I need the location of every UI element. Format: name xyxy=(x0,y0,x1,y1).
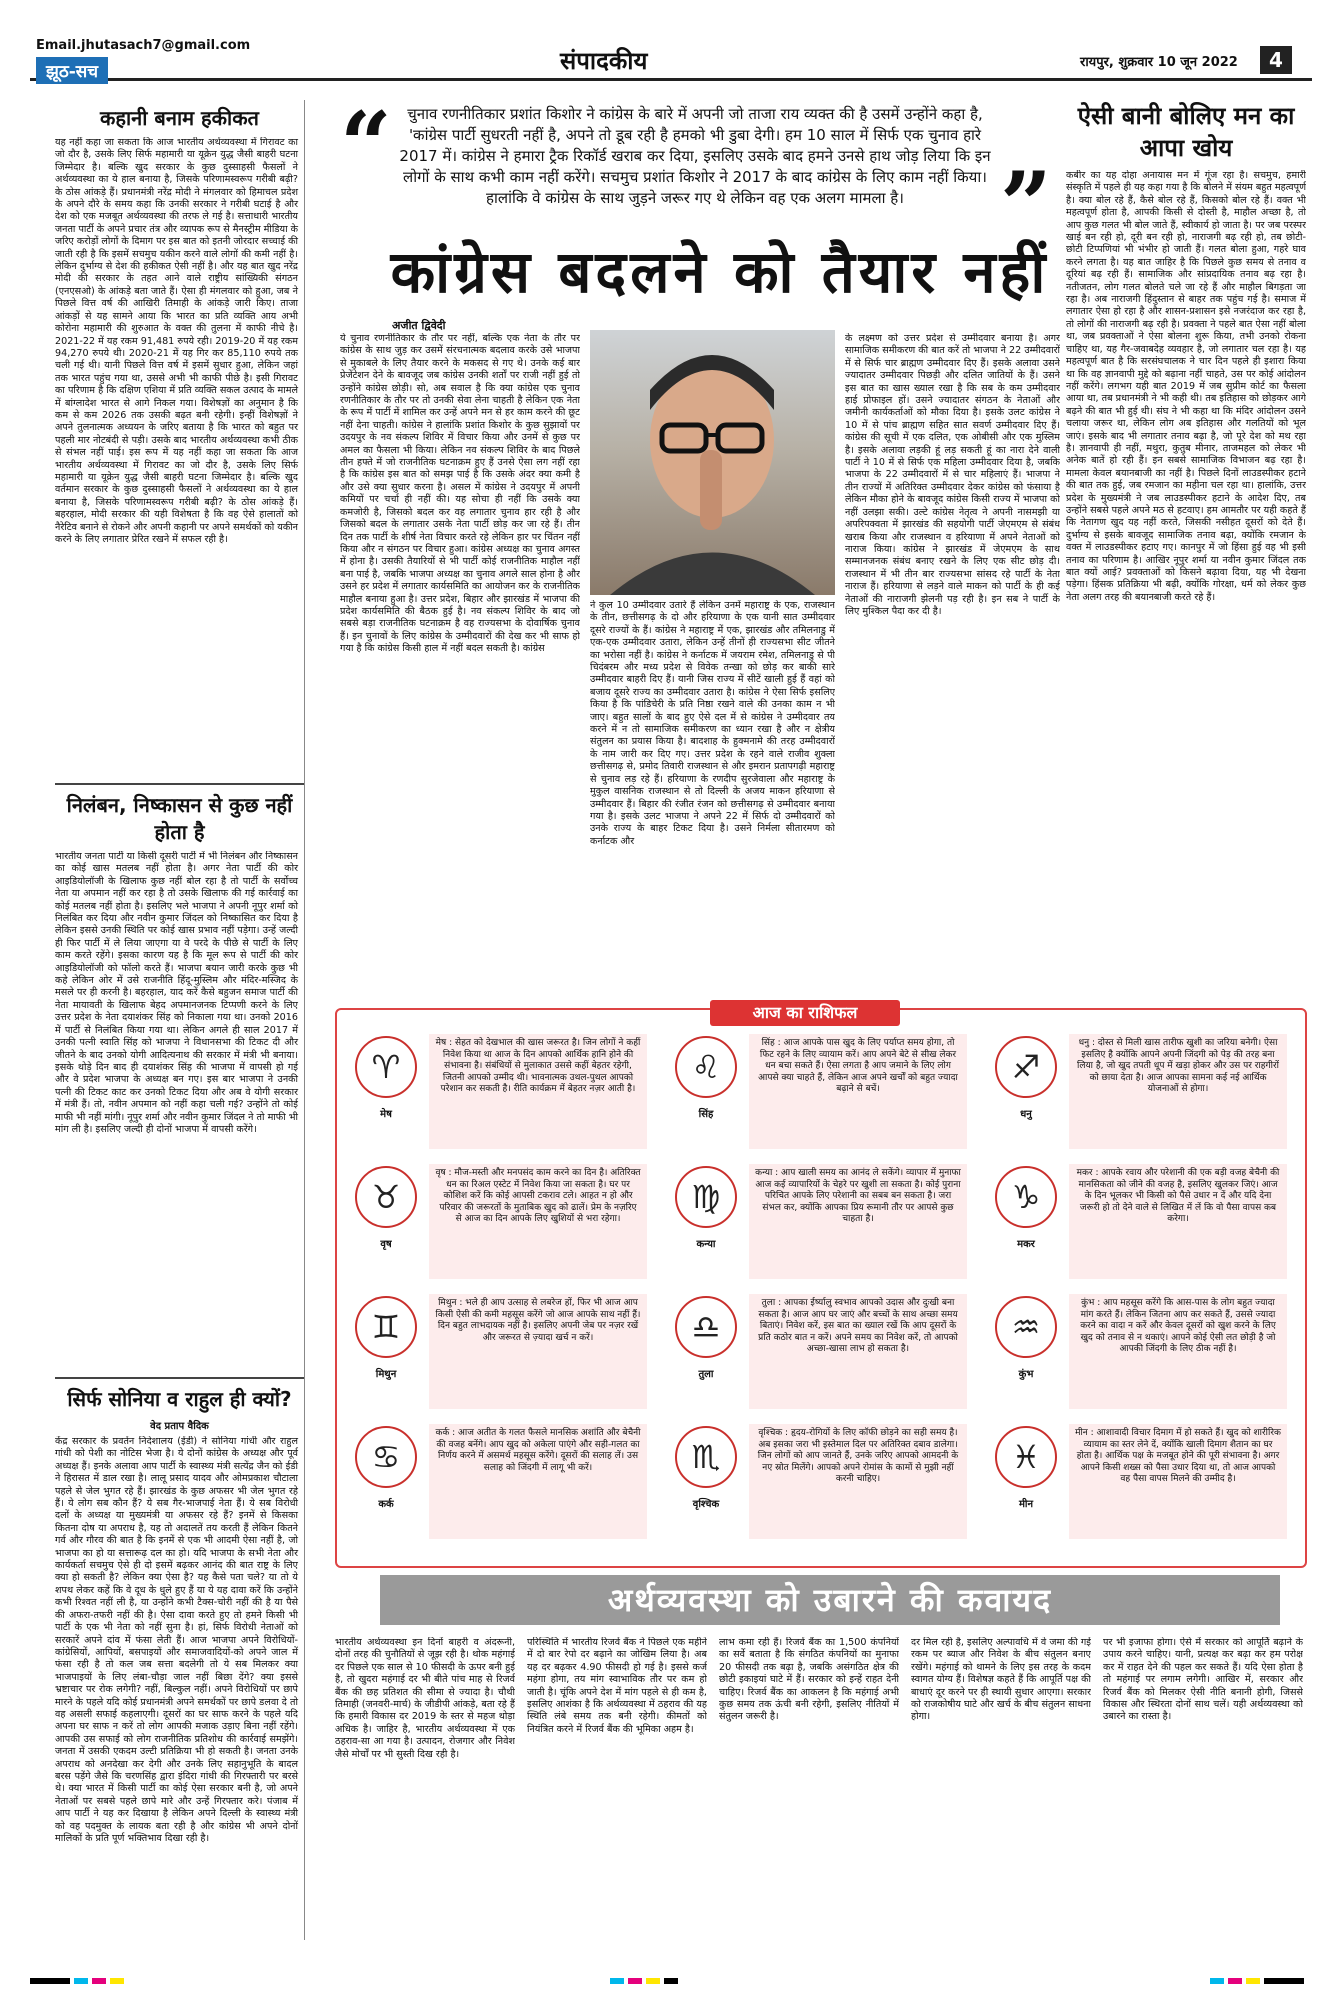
horoscope-sign xyxy=(987,1028,1297,1153)
horoscope-sign xyxy=(667,1288,977,1413)
sign-name: वृश्चिक xyxy=(692,1499,720,1510)
horoscope-sign xyxy=(347,1158,657,1283)
sign-text: मेष : सेहत को देखभाल की खास जरूरत है। जिन लोगों ने कहीं निवेश किया था आज के दिन आपको आर्थिक हानि होने की संभावना है। संबंधियों से मुलाकात उससे कहीं बेहतर रहेगी, जितनी आपको उम्मीद थी। भावनात्मक उथल-पुथल आपको परेशान कर सकती है। रीति कार्यक्रम में बेहतर नज़र आती है। xyxy=(429,1034,647,1149)
sign-text: कर्क : आज अतीत के गलत फैसले मानसिक अशांति और बेचैनी की वजह बनेंगे। आप खुद को अकेला पाएंगे और सही-गलत का निर्णय करने में असमर्थ महसूस करेंगे। दूसरों की सलाह लें। उस सलाह को जिंदगी में लागू भी करें। xyxy=(429,1424,647,1539)
horoscope-sign xyxy=(667,1028,977,1153)
horoscope-sign xyxy=(987,1288,1297,1413)
sign-name: धनु xyxy=(1020,1109,1032,1120)
dateline: रायपुर, शुक्रवार 10 जून 2022 xyxy=(1080,55,1238,70)
divider xyxy=(55,1377,304,1379)
sign-name: मीन xyxy=(1018,1499,1034,1510)
email-address: Email.jhutasach7@gmail.com xyxy=(36,38,251,53)
open-quote-icon: “ xyxy=(340,92,392,198)
horoscope-sign xyxy=(347,1418,657,1543)
gemini-icon: ♊ xyxy=(355,1296,417,1358)
sign-text: कुंभ : आप महसूस करेंगे कि आस-पास के लोग बहुत ज्यादा मांग करते हैं। लेकिन जितना आप कर सकते हैं, उससे ज्यादा करने का वादा न करें और केवल दूसरों को खुश करने के लिए खुद को तनाव से न थकाएं। आपने कोई ऐसी लत छोड़ी है जो आपकी जिंदगी के लिए ठीक नहीं है। xyxy=(1069,1294,1287,1409)
leo-icon: ♌ xyxy=(675,1036,737,1098)
section-title: संपादकीय xyxy=(560,47,648,75)
sign-text: वृष : मौज-मस्ती और मनपसंद काम करने का दिन है। अतिरिक्त धन का रिअल एस्टेट में निवेश किया जा सकता है। घर पर कोशिश करें कि कोई आपसी टकराव टले। आहत न हो और परिवार की जरूरतों के मुताबिक खुद को ढालें। प्रेम के नज़रिए से आज का दिन आपके लिए खुशियों से भरा रहेगा। xyxy=(429,1164,647,1279)
sign-text: धनु : दोस्त से मिली खास तारीफ खुशी का जरिया बनेगी। ऐसा इसलिए है क्योंकि आपने अपनी जिंदगी को पेड़ की तरह बना लिया है, जो खुद तपती धूप में खड़ा होकर और उस पर राहगीरों को छाया देता है। आज आपका सामना कई नई आर्थिक योजनाओं से होगा। xyxy=(1069,1034,1287,1149)
lead-column-2: ने कुल 10 उम्मीदवार उतारे हैं लेकिन उनमें महाराष्ट्र के एक, राजस्थान के तीन, छत्तीसगढ़ के दो और हरियाणा के एक यानी सात उम्मीदवार दूसरे राज्यों के हैं। कांग्रेस ने महाराष्ट्र में एक, झारखंड और तमिलनाडु में एक-एक उम्मीदवार उतारा, लेकिन उन्हें तीनों ही राज्यसभा सीट जीतने का भरोसा नहीं है। कांग्रेस ने कर्नाटक में जयराम रमेश, तमिलनाडु से पी चिदंबरम और मध्य प्रदेश से विवेक तन्खा को छोड़ कर बाकी सारे उम्मीदवार बाहरी दिए हैं। यानी जिस राज्य में सीटें खाली हुई हैं वहां को बजाय दूसरे राज्य का उम्मीदवार उतारा है। कांग्रेस ने ऐसा सिर्फ इसलिए किया है कि पांडिचेरी के प्रति निष्ठा रखने वाले की उनका काम न भी जाए। बहुत सालों के बाद हुए ऐसे दल में से कांग्रेस ने उम्मीदवार तय करने में न तो सामाजिक समीकरण का ध्यान रखा है और न क्षेत्रीय संतुलन का प्रयास किया है। बादशाह के हुक्मनामे की तरह उम्मीदवारों के नाम जारी कर दिए गए। उत्तर प्रदेश के रहने वाले राजीव शुक्ला छत्तीसगढ़ से, प्रमोद तिवारी राजस्थान से और इमरान प्रतापगढ़ी महाराष्ट्र से चुनाव लड़ रहे हैं। हरियाणा के रणदीप सुरजेवाला और महाराष्ट्र के मुकुल वासनिक राजस्थान से तो दिल्ली के अजय माकन हरियाणा से उम्मीदवार हैं। बिहार की रंजीत रंजन को छत्तीसगढ़ से उम्मीदवार बनाया गया है। इसके उलट भाजपा ने अपने 22 में सिर्फ दो उम्मीदवारों को उनके राज्य के बाहर टिकट दिया है। उसने निर्मला सीतारमण को कर्नाटक और xyxy=(590,600,835,847)
bottom-column-5: पर भी इजाफा होगा। ऐसे में सरकार को आपूर्ति बढ़ाने के उपाय करने चाहिए। यानी, प्रत्यक्ष कर बढ़ा कर हम परोक्ष कर में राहत देने की पहल कर सकते हैं। यदि ऐसा होता है तो महंगाई पर लगाम लगेगी। आखिर में, सरकार और रिजर्व बैंक को मिलकर ऐसी नीति बनानी होगी, जिससे विकास और स्थिरता दोनों साथ चलें। यही अर्थव्यवस्था को उबारने का रास्ता है। xyxy=(1103,1637,1303,1723)
close-quote-icon: ” xyxy=(1000,152,1052,258)
bottom-column-4: दर मिल रही है, इसलिए अल्पावधि में वे जमा की गई रकम पर ब्याज और निवेश के बीच संतुलन बनाए रखेंगे। महंगाई को थामने के लिए इस तरह के कदम स्वागत योग्य हैं। विशेषज्ञ कहते हैं कि आपूर्ति पक्ष की बाधाएं दूर करने पर ही स्थायी सुधार आएगा। सरकार को राजकोषीय घाटे और खर्च के बीच संतुलन साधना होगा। xyxy=(911,1637,1091,1723)
sign-text: वृश्चिक : हृदय-रोगियों के लिए कॉफी छोड़ने का सही समय है। अब इसका जरा भी इस्तेमाल दिल पर अतिरिक्त दबाव डालेगा। जिन लोगों को आप जानते हैं, उनके जरिए आपको आमदनी के नए स्रोत मिलेंगे। आपको अपने रोमांस के कामों से मुझी नहीं करनी चाहिए। xyxy=(749,1424,967,1539)
lead-headline: कांग्रेस बदलने को तैयार नहीं xyxy=(390,238,1050,306)
byline: अजीत द्विवेदी xyxy=(392,319,446,332)
article-body: यह नहीं कहा जा सकता कि आज भारतीय अर्थव्यवस्था में गिरावट का जो दौर है, उसके लिए सिर्फ महामारी या यूक्रेन युद्ध जैसी बाहरी घटना जिम्मेदार है। बल्कि खुद सरकार के कुछ दुस्साहसी फैसलों ने अर्थव्यवस्था का ये हाल बनाया है, जिसके परिणामस्वरूप गरीबी बढ़ी? के ठोस आंकड़े हैं। प्रधानमंत्री नरेंद्र मोदी ने मंगलवार को हिमाचल प्रदेश के अपने दौरे के समय कहा कि उनकी सरकार ने गरीबी घटाई है और देश को एक मजबूत अर्थव्यवस्था की तरफ ले गई है। सत्ताधारी भारतीय जनता पार्टी के अपने प्रचार तंत्र और व्यापक रूप से मैनस्ट्रीम मीडिया के जरिए करोड़ों लोगों के दिमाग पर इस बात को इतनी जोरदार सच्चाई की जाती रही है कि इसमें सचमुच यकीन करने वाले लोगों की कमी नहीं है। लेकिन दुर्भाग्य से देश की हकीकत ऐसी नहीं है। और यह बात खुद नरेंद्र मोदी की सरकार के तहत आने वाले राष्ट्रीय सांख्यिकी संगठन (एनएसओ) के आंकड़े बता जाते हैं। ऐसा ही मंगलवार को हुआ, जब ने पिछले वित्त वर्ष की आखिरी तिमाही के आंकड़े जारी किए। ताजा आंकड़ों से यह सामने आया कि भारत का प्रति व्यक्ति आय अभी कोरोना महामारी की शुरुआत के वक्त की तुलना में काफी नीचे है। 2021-22 में यह रकम 91,481 रुपये रही। 2019-20 में यह रकम 94,270 रुपये थी। 2020-21 में यह गिर कर 85,110 रुपये तक चली गई थी। यानी पिछले वित्त वर्ष में इसमें सुधार हुआ, लेकिन जहां तक भारत पहुंच गया था, उससे अभी भी काफी पीछे है। इसी गिरावट का परिणाम है कि दक्षिण एशिया में प्रति व्यक्ति सकल उत्पाद के मामले में बांग्लादेश भारत से आगे निकल गया। विशेषज्ञों का अनुमान है कि कम से कम 2026 तक उसकी बढ़त बनी रहेगी। इन्हीं विशेषज्ञों ने अपने तुलनात्मक अध्ययन के जरिए बताया है कि भारत को बहुत पर पहली मार नोटबंदी से पड़ी। उसके बाद भारतीय अर्थव्यवस्था कभी ठीक से संभल नहीं पाई। इस रूप में यह नहीं कहा जा सकता कि आज भारतीय अर्थव्यवस्था में गिरावट का जो दौर है, उसके लिए सिर्फ महामारी या यूक्रेन युद्ध जैसी बाहरी घटना जिम्मेदार है। बल्कि खुद वर्तमान सरकार के कुछ दुस्साहसी फैसलों ने अर्थव्यवस्था का ये हाल बनाया है, जिसके परिणामस्वरूप गरीबी बढ़ी? के ठोस आंकड़े हैं। बहरहाल, मोदी सरकार की यही विशेषता है कि वह ऐसे हालातों को नैरेटिव बनाने से रोकने और अपनी कहानी पर अपने समर्थकों को यकीन करने के लिए लगातार प्रेरित रखने में सफल रही है। xyxy=(55,137,299,545)
horoscope-title: आज का राशिफल xyxy=(710,1000,900,1026)
scorpio-icon: ♏ xyxy=(675,1426,737,1488)
capricorn-icon: ♑ xyxy=(995,1166,1057,1228)
bottom-headline: अर्थव्यवस्था को उबारने की कवायद xyxy=(380,1575,1280,1625)
aries-icon: ♈ xyxy=(355,1036,417,1098)
horoscope-sign xyxy=(347,1028,657,1153)
horoscope-sign xyxy=(347,1288,657,1413)
article-headline: सिर्फ सोनिया व राहुल ही क्यों? xyxy=(67,1387,292,1411)
bottom-column-1: भारतीय अर्थव्यवस्था इन दिनों बाहरी व अंदरूनी, दोनों तरह की चुनौतियों से जूझ रही है। थोक महंगाई दर पिछले एक साल से 10 फीसदी के ऊपर बनी हुई है, तो खुदरा महंगाई दर भी बीते पांच माह से रिजर्व बैंक की छह प्रतिशत की सीमा से ज्यादा है। चौथी तिमाही (जनवरी-मार्च) के जीडीपी आंकड़े, बता रहे हैं कि हमारी विकास दर 2019 के स्तर से महज थोड़ा अधिक है। जाहिर है, भारतीय अर्थव्यवस्था में एक ठहराव-सा आ गया है। उत्पादन, रोजगार और निवेश जैसे मोर्चों पर भी सुस्ती दिख रही है। xyxy=(335,1637,515,1760)
pisces-icon: ♓ xyxy=(995,1426,1057,1488)
sign-text: मीन : आशावादी विचार दिमाग में हो सकते हैं। खुद को शारीरिक व्यायाम का स्तर लेने दें, क्योंकि खाली दिमाग शैतान का घर होता है। आर्थिक पक्ष के मजबूत होने की पूरी संभावना है। अगर आपने किसी शख्स को पैसा उधार दिया था, तो आज आपको वह पैसा वापस मिलने की उम्मीद है। xyxy=(1069,1424,1287,1539)
horoscope-box xyxy=(335,1008,1307,1568)
bottom-column-3: लाभ कमा रही हैं। रिजर्व बैंक का 1,500 कंपनियों का सर्वे बताता है कि संगठित कंपनियों का मुनाफा 20 फीसदी तक बढ़ा है, जबकि असंगठित क्षेत्र की छोटी इकाइयां घाटे में हैं। सरकार को इन्हें राहत देनी चाहिए। रिजर्व बैंक का आकलन है कि महंगाई अभी कुछ समय तक ऊंची बनी रहेगी, इसलिए नीतियों में संतुलन जरूरी है। xyxy=(719,1637,899,1723)
sign-text: सिंह : आज आपके पास खुद के लिए पर्याप्त समय होगा, तो फिट रहने के लिए व्यायाम करें। आप अपने बेटे से सीख लेकर धन बचा सकते हैं। ऐसा लगता है आप जमाने के लिए लोग आपसे क्या चाहते हैं, लेकिन आज अपने खर्चों को बहुत ज्यादा बढ़ाने से बचें। xyxy=(749,1034,967,1149)
byline: वेद प्रताप वैदिक xyxy=(150,1421,209,1432)
pull-quote xyxy=(340,92,1052,258)
sign-name: कन्या xyxy=(696,1239,716,1250)
sign-name: कर्क xyxy=(378,1499,394,1510)
article-headline: कहानी बनाम हकीकत xyxy=(100,106,259,130)
article-headline: निलंबन, निष्कासन से कुछ नहीं होता है xyxy=(66,793,293,844)
lead-column-3: के लक्ष्मण को उत्तर प्रदेश से उम्मीदवार बनाया है। अगर सामाजिक समीकरण की बात करें तो भाजपा ने 22 उम्मीदवारों में से सिर्फ चार ब्राह्मण उम्मीदवार दिए हैं। इसके अलावा उसने ज्यादातर उम्मीदवार पिछड़ी और दलित जातियों के हैं। उसने इस बात का खास ख्याल रखा है कि सब के कम उम्मीदवार हाई प्रोफाइल हों। उसने ज्यादातर संगठन के नेताओं और जमीनी कार्यकर्ताओं को मौका दिया है। इसके उलट कांग्रेस ने 10 में से पांच ब्राह्मण सहित सात सवर्ण उम्मीदवार दिए हैं। कांग्रेस की सूची में एक दलित, एक ओबीसी और एक मुस्लिम है। इसके अलावा लड़की हूं लड़ सकती हूं का नारा देने वाली पार्टी ने 10 में से सिर्फ एक महिला उम्मीदवार दिया है, जबकि भाजपा के 22 उम्मीदवारों में से चार महिलाएं हैं। भाजपा ने तीन राज्यों में अतिरिक्त उम्मीदवार देकर कांग्रेस को फंसाया है लेकिन मौका होने के बावजूद कांग्रेस किसी राज्य में भाजपा को नहीं उलझा सकी। उल्टे कांग्रेस नेतृत्व ने अपनी नासमझी या अपरिपक्वता में झारखंड की सहयोगी पार्टी जेएमएम से संबंध खराब किया और राजस्थान व हरियाणा में अपने नेताओं को नाराज किया। कांग्रेस ने झारखंड में जेएमएम के साथ सम्मानजनक संबंध बनाए रखने के लिए एक सीट छोड़ दी। राजस्थान में भी तीन बार राज्यसभा सांसद रहे पार्टी के नेता नाराज हैं। हरियाणा से लड़ने वाले माकन को पार्टी के ही कई नेताओं की नाराजगी झेलनी पड़ रही है। इन सब ने पार्टी के लिए मुश्किल पैदा कर दी है। xyxy=(845,333,1060,617)
sign-name: वृष xyxy=(380,1239,392,1250)
print-registration-strip xyxy=(30,1972,1312,1984)
sagittarius-icon: ♐ xyxy=(995,1036,1057,1098)
left-column xyxy=(55,100,305,1940)
article-body: केंद्र सरकार के प्रवर्तन निदेशालय (ईडी) ने सोनिया गांधी और राहुल गांधी को पेशी का नोटिस भेजा है। ये दोनों कांग्रेस के अध्यक्ष और पूर्व अध्यक्ष हैं। इनके अलावा आप पार्टी के स्वास्थ्य मंत्री सत्येंद्र जैन को ईडी ने हिरासत में डाल रखा है। लालू प्रसाद यादव और ओमप्रकाश चौटाला पहले से जेल भुगत रहे हैं। झारखंड के कुछ अफसर भी जेल भुगत रहे हैं। ये लोग सब कौन हैं? ये सब गैर-भाजपाई नेता हैं। ये सब विरोधी दलों के अध्यक्ष या मुख्यमंत्री या अफसर रहे हैं? इनमें से किसका कितना दोष या अपराध है, यह तो अदालतें तय करती हैं लेकिन कितने गर्व और गौरव की बात है कि इनमें से एक भी आदमी ऐसा नहीं है, जो भाजपा का हो या सत्तारूढ़ दल का हो। यदि भाजपा के सभी नेता और कार्यकर्ता सचमुच ऐसे ही दो इसमें बढ़कर आनंद की बात राष्ट्र के लिए क्या हो सकती है? लेकिन क्या ऐसा है? यह कैसे पता चले? या तो ये शपथ लेकर कहें कि वे दूध के धुले हुए हैं या ये यह दावा करें कि उन्होंने कभी रिश्वत नहीं ली है, या उन्होंने कभी टैक्स-चोरी नहीं की है या पैसे की अफरा-तफरी नहीं की है। ऐसा दावा करते हुए तो हमने किसी भी पार्टी के एक भी नेता को नहीं सुना है। हां, सिर्फ विरोधी नेताओं को सरकारें अपने दांव में फंसा लेती हैं। आज भाजपा अपने विरोधियों-कांग्रेसियों, आपियों, बसपाइयों और समाजवादियों-को अपने जाल में फंसा रही है तो कल जब सत्ता बदलेगी तो ये सब मिलकर क्या भाजपाइयों के लिए लंबा-चौड़ा जाल नहीं बिछा देंगे? क्या इससे भ्रष्टाचार पर रोक लगेगी? नहीं, बिल्कुल नहीं। अपने विरोधियों पर छापे मारने के पहले यदि कोई प्रधानमंत्री अपने समर्थकों पर छापे डलवा दे तो वह असली सफाई कहलाएगी। दूसरों का घर साफ करने के पहले यदि अपना घर साफ न करें तो लोग आपकी मजाक उड़ाए बिना नहीं रहेंगे। आपकी उस सफाई को लोग राजनीतिक प्रतिशोध की कार्रवाई समझेंगे। जनता में उसकी एकदम उल्टी प्रतिक्रिया भी हो सकती है। जनता उनके अपराध को अनदेखा कर देगी और उनके लिए सहानुभूति के बादल बरस पड़ेंगे जैसे कि चरणसिंह द्वारा इंदिरा गांधी की गिरफ्तारी पर बरसे थे। क्या भारत में किसी पार्टी का कोई ऐसा सरकार बनी है, जो अपने नेताओं पर सबसे पहले छापे मारे और उन्हें गिरफ्तार करे। पंजाब में आप पार्टी ने यह कर दिखाया है लेकिन अपने दिल्ली के स्वास्थ्य मंत्री को वह पदमुक्त के लायक बता रही है और कांग्रेस भी अपने दोनों मालिकों के प्रति पूर्ण भक्तिभाव दिखा रही है। xyxy=(55,1436,298,1844)
lead-column-1: ये चुनाव रणनीतिकार के तौर पर नहीं, बल्कि एक नेता के तौर पर कांग्रेस के साथ जुड़ कर उसमें संरचनात्मक बदलाव करके उसे भाजपा से मुकाबले के लिए तैयार करने के मकसद से गए थे। उनके कई बार प्रेजेंटेशन देने के बावजूद जब कांग्रेस उनकी शर्तों पर राजी नहीं हुई तो उन्होंने कांग्रेस छोड़ी। सो, अब सवाल है कि क्या कांग्रेस एक चुनाव रणनीतिकार के तौर पर तो उनकी सेवा लेना चाहती है लेकिन एक नेता के रूप में पार्टी में शामिल कर उन्हें अपने मन से हर काम करने की छूट नहीं देना चाहती। कांग्रेस ने हालांकि प्रशांत किशोर के कुछ सुझावों पर उदयपुर के नव संकल्प शिविर में विचार किया और उनमें से कुछ पर अमल का फैसला भी किया। लेकिन नव संकल्प शिविर के बाद पिछले तीन हफ्ते में जो राजनीतिक घटनाक्रम हुए हैं उनसे ऐसा लग नहीं रहा है कि कांग्रेस इस बात को समझ पाई है कि उसके अंदर क्या कमी है और उसे क्या सुधार करना है। असल में कांग्रेस ने उदयपुर में अपनी कमियों पर चर्चा ही नहीं की। यह सोचा ही नहीं कि उसके क्या कमजोरी है, जिसको बदल कर वह लगातार चुनाव हार रही है और जिसको बदल के लगातार उसके नेता पार्टी छोड़ कर जा रहे हैं। तीन दिन तक पार्टी के शीर्ष नेता विचार करते रहे लेकिन हार पर चिंतन नहीं किया और न संगठन पर विचार हुआ। कांग्रेस अध्यक्ष का चुनाव अगस्त में होना है। उसकी तैयारियों से भी पार्टी कोई राजनीतिक माहौल नहीं बना पाई है, जबकि भाजपा अध्यक्ष का चुनाव अगले साल होना है और उसने हर प्रदेश में लगातार कार्यसमिति का आयोजन कर के राजनीतिक माहौल बनाया हुआ है। उत्तर प्रदेश, बिहार और झारखंड में भाजपा की प्रदेश कार्यसमिति की बैठक हुई है। नव संकल्प शिविर के बाद जो सबसे बड़ा राजनीतिक घटनाक्रम है वह राज्यसभा के दोवार्षिक चुनाव हैं। इन चुनावों के लिए कांग्रेस के उम्मीदवारों की देख कर भी साफ हो गया है कि कांग्रेस किसी हाल में नहीं बदल सकती है। कांग्रेस xyxy=(340,333,580,655)
pull-quote-text: चुनाव रणनीतिकार प्रशांत किशोर ने कांग्रेस के बारे में अपनी जो ताजा राय व्यक्त की है उसमें उन्होंने कहा है, 'कांग्रेस पार्टी सुधरती नहीं है, अपने तो डूब रही है हमको भी डुबा देगी। हम 10 साल में सिर्फ एक चुनाव हारे 2017 में। कांग्रेस ने हमारा ट्रैक रिकॉर्ड खराब कर दिया, इसलिए उसके बाद हमने उनसे हाथ जोड़ लिया कि इन लोगों के साथ कभी काम नहीं करेंगे। सचमुच प्रशांत किशोर ने 2017 के बाद कांग्रेस के लिए काम नहीं किया। हालांकि वे कांग्रेस के साथ जुड़ने जरूर गए थे लेकिन वह एक अलग मामला है। xyxy=(399,105,991,207)
sign-name: कुंभ xyxy=(1018,1369,1034,1380)
bottom-column-2: परिस्थिति में भारतीय रिजर्व बैंक ने पिछले एक महीने में दो बार रेपो दर बढ़ाने का जोखिम लिया है। अब यह दर बढ़कर 4.90 फीसदी हो गई है। इससे कर्ज महंगा होगा, तय मांग स्वाभाविक तौर पर कम हो जाती है। चूंकि अपने देश में मांग पहले से ही कम है, इसलिए आशंका है कि अर्थव्यवस्था में ठहराव की यह स्थिति लंबे समय तक बनी रहेगी। कीमतों को नियंत्रित करने में रिजर्व बैंक की भूमिका अहम है। xyxy=(527,1637,707,1735)
page-number: 4 xyxy=(1260,46,1292,74)
virgo-icon: ♍ xyxy=(675,1166,737,1228)
article-body: भारतीय जनता पार्टी या किसी दूसरी पार्टी में भी निलंबन और निष्कासन का कोई खास मतलब नहीं होता है। अगर नेता पार्टी की कोर आइडियोलॉजी के खिलाफ कुछ नहीं बोल रहा है तो पार्टी के सर्वोच्च नेता या अपमान नहीं कर रहा है तो उसके खिलाफ की गई कार्रवाई का कोई मतलब नहीं होता है। इसलिए भले भाजपा ने अपनी नूपुर शर्मा को निलंबित कर दिया और नवीन कुमार जिंदल को निष्कासित कर दिया है लेकिन इससे उनकी स्थिति पर कोई खास प्रभाव नहीं पड़ेगा। उन्हें जल्दी ही फिर पार्टी में ले लिया जाएगा या वे परदे के पीछे से पार्टी के लिए काम करते रहेंगे। इसका कारण यह है कि मूल रूप से पार्टी की कोर आइडियोलॉजी को फॉलो करते हैं। भाजपा बयान जारी करके कुछ भी कहे लेकिन ओर में उसे राजनीति हिंदू-मुस्लिम और मंदिर-मस्जिद के मसले पर ही करनी है। बहरहाल, याद करें कैसे बहुजन समाज पार्टी की नेता मायावती के खिलाफ बेहद अपमानजनक टिप्पणी करने के लिए उत्तर प्रदेश के नेता दयाशंकर सिंह को निकाला गया था। उनको 2016 में पार्टी से निलंबित किया गया था। लेकिन अगले ही साल 2017 में उनकी पत्नी स्वाति सिंह को भाजपा ने विधानसभा की टिकट दी और जीतने के बाद उनको योगी आदित्यनाथ की सरकार में मंत्री भी बनाया। इसके थोड़े दिन बाद ही दयाशंकर सिंह की भाजपा में वापसी हो गई और वे प्रदेश भाजपा के अध्यक्ष बन गए। इस बार भाजपा ने उनकी पत्नी की टिकट काट कर उनको टिकट दिया और अब वे योगी सरकार में मंत्री हैं। तो, नवीन अपमान को नहीं कहा चली गई? उन्होंने तो कोई माफी भी नहीं मांगी। नूपुर शर्मा और नवीन कुमार जिंदल ने तो माफी भी मांग ली है। इसलिए जल्दी ही दोनों भाजपा में वापसी करेंगे। xyxy=(55,851,298,1135)
horoscope-sign xyxy=(987,1418,1297,1543)
sign-text: मकर : आपके रवाय और परेशानी की एक बड़ी वजह बेचैनी की मानसिकता को जीने की वजह है, इसलिए खुलकर जिएं। आज के दिन भूलकर भी किसी को पैसे उधार न दें और यदि देना जरूरी हो तो देने वाले से लिखित में लें कि वो पैसा वापस कब करेगा। xyxy=(1069,1164,1287,1279)
cancer-icon: ♋ xyxy=(355,1426,417,1488)
horoscope-sign xyxy=(667,1418,977,1543)
article-body: कबीर का यह दोहा अनायास मन में गूंज रहा है। सचमुच, हमारी संस्कृति में पहले ही यह कहा गया है कि बोलने में संयम बहुत महत्वपूर्ण है। क्या बोल रहे हैं, कैसे बोल रहे हैं, किसको बोल रहे हैं। वक्त भी महत्वपूर्ण होता है, आपकी किसी से दोस्ती है, माहौल अच्छा है, तो आप कुछ गलत भी बोल जाते हैं, स्वीकार्य हो जाता है। पर जब परस्पर खाई बन रही हो, दूरी बन रही हो, नाराजगी बढ़ रही हो, तब छोटी-छोटी टिप्पणियां भी भंभीर हो जाती हैं। गलत बोला हुआ, गहरे घाव करने लगता है। यह बात जाहिर है कि पिछले कुछ समय से तनाव व दूरियां बढ़ रही हैं। सामाजिक और सांप्रदायिक तनाव बढ़ रहा है। नतीजतन, लोग गलत बोलते चले जा रहे हैं और माहौल बिगड़ता जा रहा है। अब नाराजगी हिंदुस्तान से बाहर तक पहुंच गई है। समाज में लगातार ऐसा हो रहा है और शासन-प्रशासन इसे नजरंदाज कर रहा है, तो लोगों की नाराजगी बढ़ रही है। प्रवक्ता ने पहले बात ऐसा नहीं बोला था, जब प्रवक्ताओं ने ऐसा बोलना शुरू किया, तभी उनको रोकना चाहिए था, यह गैर-जवाबदेह व्यवहार है, जो लगातार चल रहा है। यह महत्वपूर्ण बात है कि सरसंघचालक ने चार दिन पहले ही इशारा किया था कि वह ज्ञानवापी मुद्दे को बढ़ाना नहीं चाहते, उस पर कोई आंदोलन नहीं करेंगे। लगभग यही बात 2019 में जब सुप्रीम कोर्ट का फैसला आया था, तब प्रधानमंत्री ने भी कही थी। तब इतिहास को छोड़कर आगे बढ़ने की बात भी हुई थी। संघ ने भी कहा था कि मंदिर आंदोलन उसने चलाया जरूर था, लेकिन लोग अब इतिहास और गलतियों को भूल जाएं। इसके बाद भी लगातार तनाव बढ़ा है, जो पूरे देश को मथ रहा है। ज्ञानवापी ही नहीं, मथुरा, कुतुब मीनार, ताजमहल को लेकर भी अनेक बातें हो रही हैं। इन सबसे सामाजिक विभाजन बढ़ रहा है। मामला केवल बयानबाजी का नहीं है। पिछले दिनों लाउडस्पीकर हटाने की बात तक हुई, जब रमजान का महीना चल रहा था। हालांकि, उत्तर प्रदेश के मुख्यमंत्री ने जब लाउडस्पीकर हटाने के आदेश दिए, तब उन्होंने सबसे पहले अपने मठ से हटवाए। हम आमतौर पर यही कहते हैं कि नेतागण खुद यह नहीं करते, जिसकी नसीहत दूसरों को देते हैं। दुर्भाग्य से इसके बावजूद सामाजिक तनाव बढ़ा, क्योंकि रमजान के वक्त में लाउडस्पीकर हटाए गए। कानपुर में जो हिंसा हुई वह भी इसी तनाव का परिणाम है। आखिर नूपुर शर्मा या नवीन कुमार जिंदल तक बात क्यों आई? प्रवक्ताओं को किसने बढ़ावा दिया, यह भी देखना पड़ेगा। हिंसक प्रतिक्रिया भी बढ़ी, क्योंकि गोरक्षा, धर्म को लेकर कुछ नेता अलग तरह की बयानबाजी करते रहे हैं। xyxy=(1066,170,1306,603)
color-bar-icon xyxy=(30,1975,1312,1987)
sign-name: मकर xyxy=(1017,1239,1035,1250)
brand-logo: झूठ-सच xyxy=(36,57,108,84)
horoscope-sign xyxy=(987,1158,1297,1283)
right-column xyxy=(1066,100,1306,995)
portrait-photo xyxy=(590,330,835,595)
horoscope-sign xyxy=(667,1158,977,1283)
divider xyxy=(55,783,304,785)
sign-text: कन्या : आप खाली समय का आनंद ले सकेंगे। व्यापार में मुनाफा आज कई व्यापारियों के चेहरे पर खुशी ला सकता है। कोई पुराना परिचित आपके लिए परेशानी का सबब बन सकता है। जरा संभल कर, क्योंकि आपका प्रिय रूमानी तौर पर आपसे कुछ चाहता है। xyxy=(749,1164,967,1279)
sign-name: मिथुन xyxy=(375,1369,397,1380)
sign-name: तुला xyxy=(698,1369,714,1380)
person-photo-icon xyxy=(590,330,835,595)
taurus-icon: ♉ xyxy=(355,1166,417,1228)
aquarius-icon: ♒ xyxy=(995,1296,1057,1358)
sign-text: मिथुन : भले ही आप उत्साह से लबरेज हों, फिर भी आज आप किसी ऐसी की कमी महसूस करेंगे जो आज आपके साथ नहीं हैं। दिन बहुत लाभदायक नहीं है। इसलिए अपनी जेब पर नज़र रखें और जरूरत से ज़्यादा खर्च न करें। xyxy=(429,1294,647,1409)
sign-text: तुला : आपका ईर्ष्यालु स्वभाव आपको उदास और दुःखी बना सकता है। आज आप घर जाएं और बच्चों के साथ अच्छा समय बिताएं। निवेश करें, इस बात का ख्याल रखें कि आप दूसरों के प्रति कठोर बात न करें। अपने समय का निवेश करें, तो आपको अच्छा-खासा लाभ हो सकता है। xyxy=(749,1294,967,1409)
sign-name: सिंह xyxy=(698,1109,714,1120)
sign-name: मेष xyxy=(380,1109,392,1120)
libra-icon: ♎ xyxy=(675,1296,737,1358)
article-headline: ऐसी बानी बोलिए मन का आपा खोय xyxy=(1077,102,1295,162)
